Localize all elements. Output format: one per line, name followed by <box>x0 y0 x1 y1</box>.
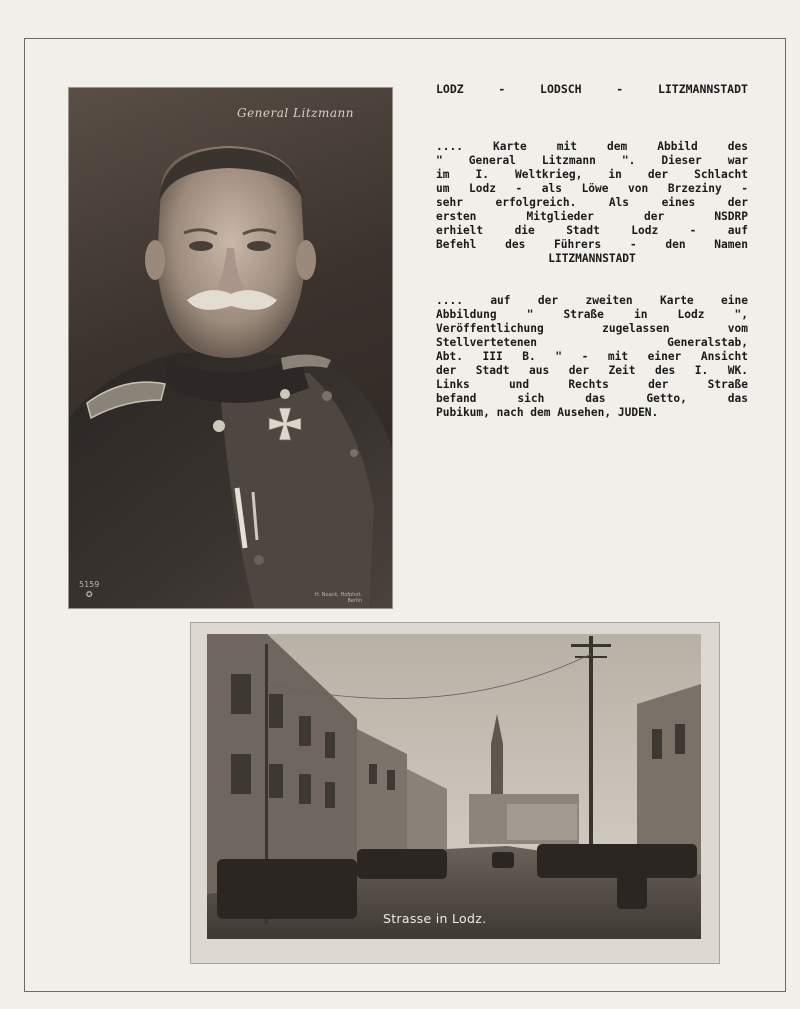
paragraph-2 <box>436 294 748 420</box>
paragraph-2-line: Stellvertetenen Generalstab, <box>436 336 748 349</box>
postcard-street-view <box>191 623 719 963</box>
paragraph-1-line: sehr erfolgreich. Als eines der <box>436 196 748 209</box>
paragraph-1-line: " General Litzmann ". Dieser war <box>436 154 748 167</box>
paragraph-1-line: ersten Mitglieder der NSDRP <box>436 210 748 223</box>
paragraph-2-line: Abt. III B. " - mit einer Ansicht <box>436 350 748 363</box>
card-number <box>79 580 99 600</box>
paragraph-2-line: befand sich das Getto, das <box>436 392 748 405</box>
paragraph-1 <box>436 140 748 266</box>
portrait-caption: General Litzmann <box>236 106 354 120</box>
paragraph-1-line: im I. Weltkrieg, in der Schlacht <box>436 168 748 181</box>
card-number-text: 5159 <box>79 580 100 589</box>
publisher-line-1: H. Noack, Hofphot. <box>314 592 362 598</box>
street-caption: Strasse in Lodz. <box>383 911 487 926</box>
paragraph-2-line: Veröffentlichung zugelassen vom <box>436 322 748 335</box>
heading-litzmannstadt: LITZMANNSTADT <box>657 82 748 96</box>
heading-lodsch: LODSCH <box>540 82 582 96</box>
page-heading <box>436 82 748 96</box>
paragraph-1-line: LITZMANNSTADT <box>548 252 636 265</box>
street-photo <box>207 634 701 939</box>
portrait-photo <box>69 88 392 608</box>
publisher-logo-icon: ✪ <box>85 590 93 599</box>
publisher-imprint <box>315 592 362 604</box>
postcard-general-portrait <box>69 88 392 608</box>
paragraph-2-line: der Stadt aus der Zeit des I. WK. <box>436 364 748 377</box>
heading-sep-2: - <box>616 82 624 96</box>
paragraph-1-line: um Lodz - als Löwe von Brzeziny - <box>436 182 748 195</box>
description-text <box>436 82 748 420</box>
heading-sep-1: - <box>498 82 506 96</box>
paragraph-1-line: Befehl des Führers - den Namen <box>436 238 748 251</box>
paragraph-2-line: Links und Rechts der Straße <box>436 378 748 391</box>
paragraph-1-line: erhielt die Stadt Lodz - auf <box>436 224 748 237</box>
paragraph-2-line: .... auf der zweiten Karte eine <box>436 294 748 307</box>
paragraph-2-line: Pubikum, nach dem Ausehen, JUDEN. <box>436 406 659 419</box>
heading-lodz: LODZ <box>436 82 464 96</box>
paragraph-1-line: .... Karte mit dem Abbild des <box>436 140 748 153</box>
publisher-line-2: Berlin <box>347 598 362 604</box>
paragraph-2-line: Abbildung " Straße in Lodz ", <box>436 308 748 321</box>
